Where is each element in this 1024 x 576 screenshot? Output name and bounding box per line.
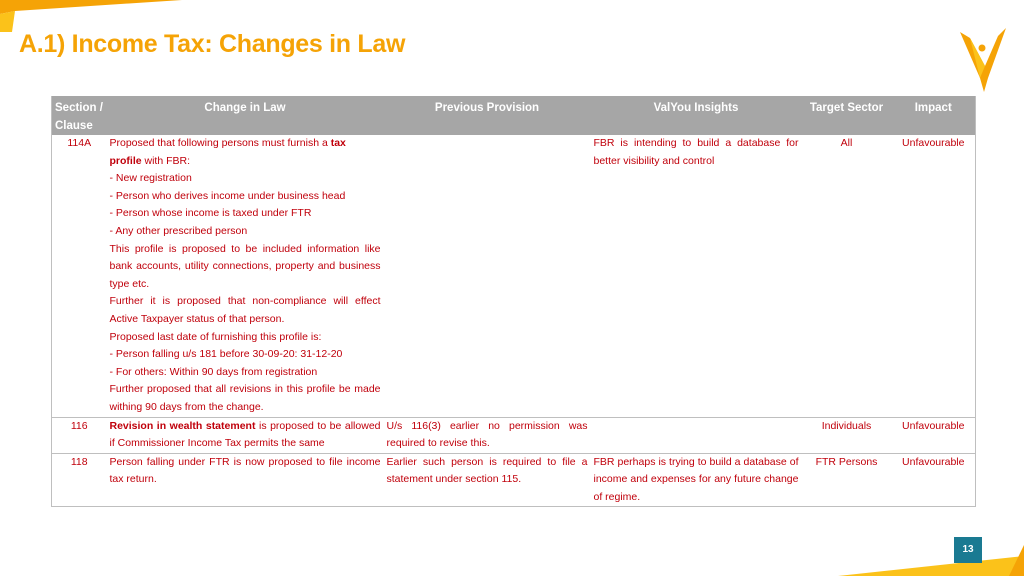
- insights-cell: FBR is intending to build a database for better visibility and control: [593, 137, 799, 167]
- table-row: [52, 417, 976, 453]
- target-cell: All: [840, 137, 853, 149]
- change-paragraph: This profile is proposed to be included information like bank accounts, utility connections, property and business type etc.: [109, 242, 381, 290]
- target-cell: Individuals: [802, 417, 892, 453]
- change-paragraph: Further it is proposed that non-compliance will effect Active Taxpayer status of that person.: [109, 295, 381, 325]
- list-item: - For others: Within 90 days from registration: [109, 365, 318, 378]
- insights-cell: FBR perhaps is trying to build a database of income and expenses for any future change of regime.: [591, 453, 802, 507]
- target-cell: FTR Persons: [802, 453, 892, 507]
- change-paragraph: Proposed last date of furnishing this profile is:: [109, 330, 322, 343]
- section-cell: 118: [52, 453, 107, 507]
- list-item: - Person who derives income under business head: [109, 189, 346, 202]
- change-cell: [107, 135, 384, 417]
- list-item: - New registration: [109, 172, 192, 185]
- page-title: A.1) Income Tax: Changes in Law: [19, 30, 406, 58]
- table-header-row: [52, 96, 976, 135]
- section-cell: 114A: [67, 137, 92, 149]
- impact-cell: Unfavourable: [892, 417, 976, 453]
- table-row: [52, 135, 976, 417]
- section-cell: 116: [52, 417, 107, 453]
- previous-cell: [384, 135, 591, 417]
- impact-cell: Unfavourable: [892, 453, 976, 507]
- insights-cell: [591, 417, 802, 453]
- header-insights: ValYou Insights: [591, 96, 802, 135]
- header-impact: Impact: [892, 96, 976, 135]
- valyou-logo-icon: [958, 26, 1008, 92]
- header-change: Change in Law: [107, 96, 384, 135]
- change-cell: Revision in wealth statement is proposed to be allowed if Commissioner Income Tax permits the same: [107, 417, 384, 453]
- list-item: - Any other prescribed person: [109, 224, 248, 237]
- header-target: Target Sector: [802, 96, 892, 135]
- list-item: - Person whose income is taxed under FTR: [109, 207, 312, 220]
- change-cell: Person falling under FTR is now proposed to file income tax return.: [107, 453, 384, 507]
- page-number-badge: 13: [954, 537, 982, 563]
- table-row: [52, 453, 976, 507]
- previous-cell: Earlier such person is required to file a statement under section 115.: [384, 453, 591, 507]
- header-previous: Previous Provision: [384, 96, 591, 135]
- list-item: - Person falling u/s 181 before 30-09-20: 31-12-20: [109, 348, 343, 361]
- change-paragraph: Further proposed that all revisions in this profile be made withing 90 days from the change.: [109, 383, 381, 413]
- header-section: Section / Clause: [52, 96, 107, 135]
- change-intro: Proposed that following persons must furnish a tax profile with FBR:: [109, 137, 346, 167]
- impact-cell: Unfavourable: [902, 137, 965, 149]
- previous-cell: U/s 116(3) earlier no permission was required to revise this.: [384, 417, 591, 453]
- changes-table: [51, 96, 976, 507]
